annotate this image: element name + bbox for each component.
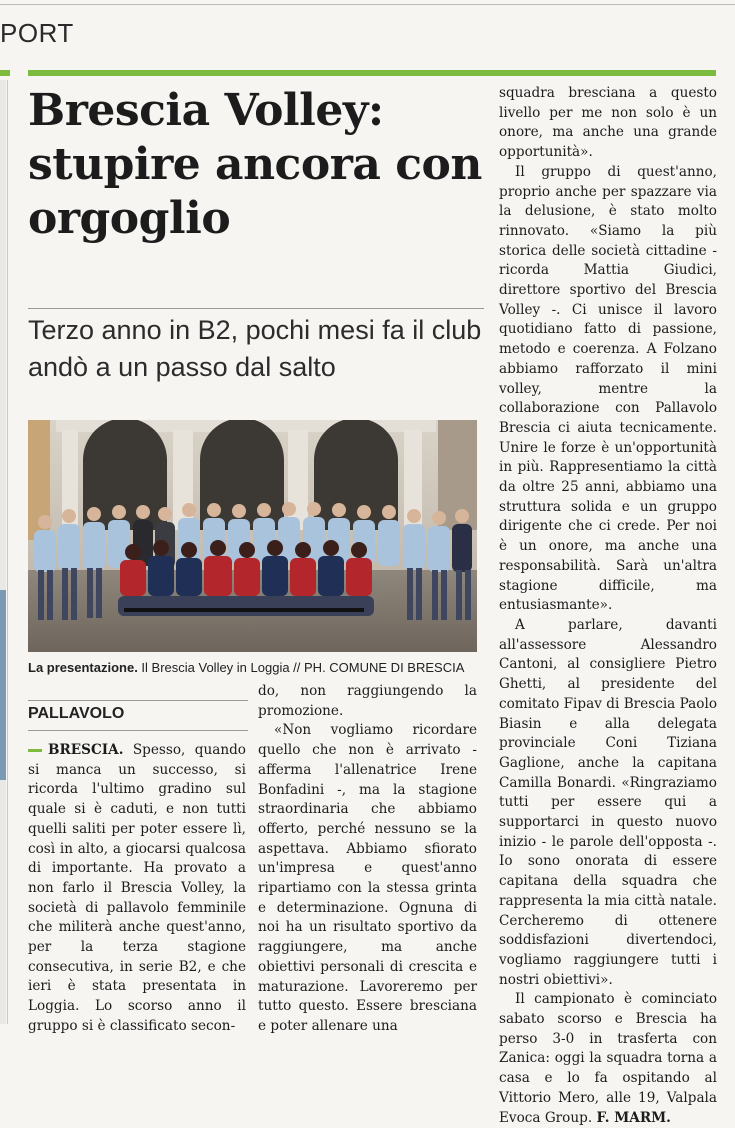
body-paragraph: do, non raggiungendo la promozione. (258, 683, 477, 719)
section-tag: PORT (0, 18, 74, 48)
body-column-1 (28, 741, 246, 1037)
dateline: BRESCIA. (48, 742, 124, 758)
subtitle: Terzo anno in B2, pochi mesi fa il club andò a un passo dal salto (28, 315, 482, 382)
adjacent-page-image (0, 590, 6, 780)
body-text: Il campionato è cominciato sabato scorso e Brescia ha perso 3-0 in trasferta con Zanica: oggi la squadra torna a casa e lo fa ospitando al Vittorio Mero, alle 19, Valpala Evoca Group. (499, 991, 717, 1126)
body-paragraph: A parlare, davanti all'assessore Alessandro Cantoni, al consigliere Pietro Ghetti, al presidente del comitato Fipav di Brescia Paolo Biasin e alla delegata provinciale Coni Tiziana Gaglione, anche la capitana Camilla Bonardi. «Ringraziamo tutti per essere qui a supportarci in questo nuovo inizio - le parole dell'opposta -. Io sono onorata di essere capitana della squadra che rappresenta la mia città natale. Cercheremo di ottenere soddisfazioni divertendoci, vogliamo raggiungere tutti i nostri obiettivi». (499, 616, 717, 988)
team-photo-illustration (28, 420, 477, 652)
body-paragraph: «Non vogliamo ricordare quello che non è arrivato - afferma l'allenatrice Irene Bonfadini -, ma la stagione straordinaria che abbiamo offerto, perché nessuno se la aspettava. Abbiamo sfiorato un'impresa e quest'anno ripartiamo con la stessa grinta e determinazione. Ognuna di noi ha un risultato sportivo da raggiungere, ma anche obiettivi personali di crescita e maturazione. Lavoreremo per tutto questo. Essere bresciana e poter allenare una (258, 722, 477, 1034)
lead-dash (28, 749, 42, 752)
body-paragraph (499, 990, 717, 1128)
column-divider (7, 80, 8, 1024)
accent-bar (28, 70, 716, 76)
kicker-rule-bottom (28, 730, 248, 731)
body-paragraph (28, 741, 246, 1037)
top-rule (0, 4, 735, 5)
body-paragraph: squadra bresciana a questo livello per me non solo è un onore, ma anche una grande opportunità». (499, 85, 717, 161)
caption-label: La presentazione. (28, 660, 138, 675)
caption-text: Il Brescia Volley in Loggia // PH. COMUNE DI BRESCIA (137, 660, 465, 675)
author-signature: F. MARM. (596, 1109, 671, 1126)
kicker-rule-top (28, 700, 248, 701)
headline: Brescia Volley: stupire ancora con orgoglio (28, 85, 482, 244)
photo-caption (28, 660, 488, 675)
body-column-2 (258, 682, 477, 1037)
body-column-3 (499, 84, 717, 1128)
accent-bar-left (0, 70, 10, 76)
headline-rule (28, 308, 484, 309)
kicker: PALLAVOLO (28, 705, 125, 722)
team-photo (28, 420, 477, 652)
body-paragraph: Il gruppo di quest'anno, proprio anche per spazzare via la delusione, è stato molto rinnovato. «Siamo la più storica delle società cittadine - ricorda Mattia Giudici, direttore sportivo del Brescia Volley -. Ci unisce il lavoro quotidiano fatto di passione, metodo e coerenza. A Folzano abbiamo rafforzato il mini volley, mentre la collaborazione con Pallavolo Brescia ci aiuta tecnicamente. Unire le forze è un'opportunità in più. Rappresentiamo la città da oltre 25 anni, abbiamo una struttura solida e un gruppo dirigente che ci crede. Per noi è un onore, ma anche una responsabilità. Sarà un'altra stagione difficile, ma entusiasmante». (499, 163, 717, 614)
adjacent-page-edge (0, 80, 6, 1024)
team-front-row (118, 540, 374, 616)
body-text: Spesso, quando si manca un successo, si ricorda l'ultimo gradino sul quale si è caduti, e non tutti quelli saliti per poter essere lì, così in alto, a giocarsi qualcosa di importante. Ha provato a non farlo il Brescia Volley, la società di pallavolo femminile che militerà anche quest'anno, per la terza stagione consecutiva, in serie B2, e che ieri è stata presentata in Loggia. Lo scorso anno il gruppo si è classificato secon- (28, 742, 246, 1034)
